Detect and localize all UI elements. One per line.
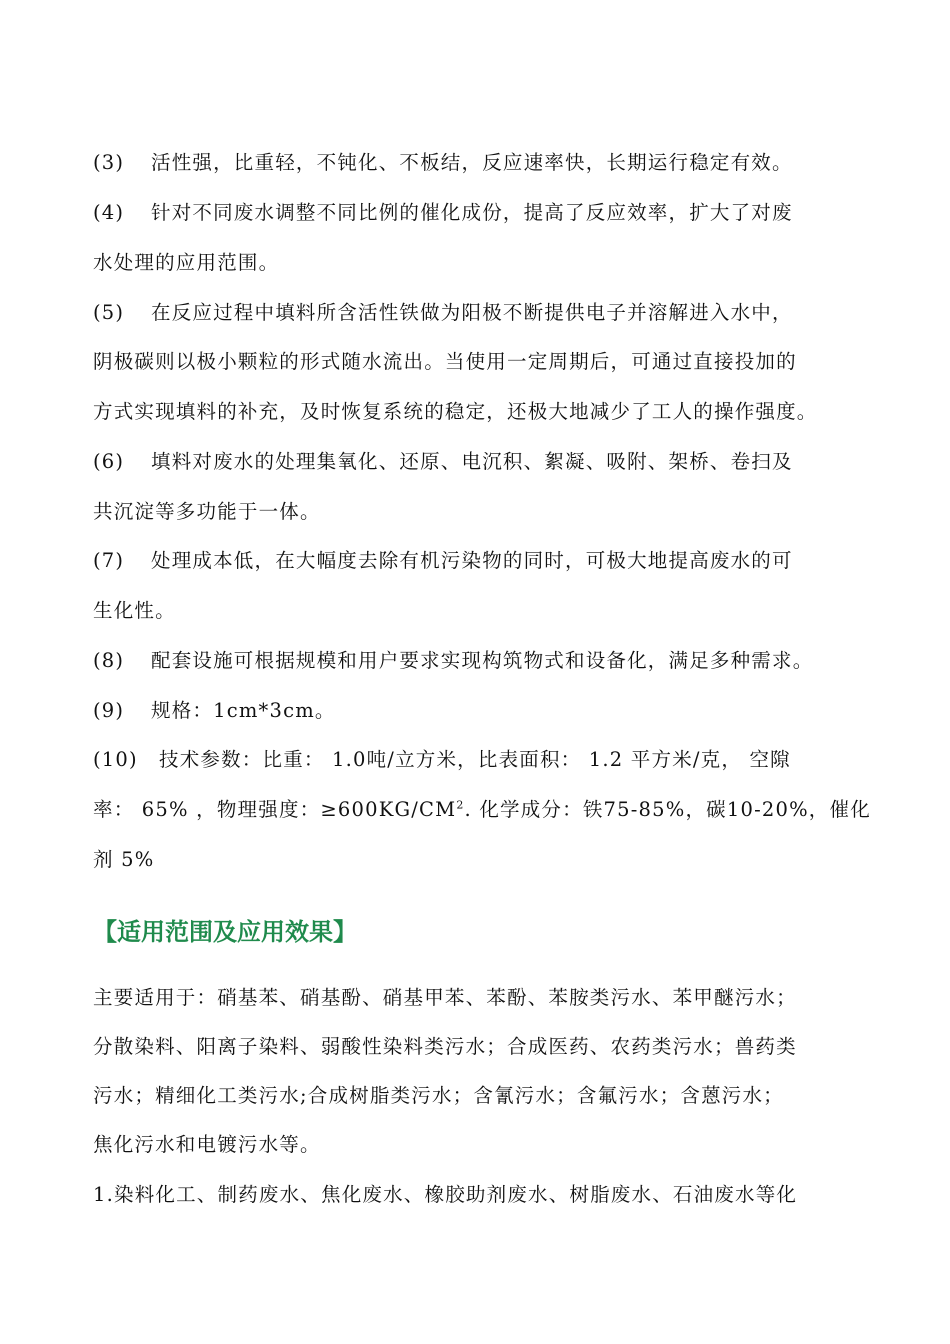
- paragraph-line: 主要适用于：硝基苯、硝基酚、硝基甲苯、苯酚、苯胺类污水、苯甲醚污水；: [93, 986, 797, 1009]
- item-text: 针对不同废水调整不同比例的催化成份，提高了反应效率，扩大了对废: [151, 201, 793, 224]
- item-number: (7): [93, 549, 125, 572]
- item-7-line-1: [93, 546, 873, 576]
- item-5-line-2: 阴极碳则以极小颗粒的形式随水流出。当使用一定周期后，可通过直接投加的: [93, 350, 797, 373]
- item-7-line-2: 生化性。: [93, 599, 176, 622]
- item-4-line-1: [93, 198, 873, 228]
- item-text: 处理成本低，在大幅度去除有机污染物的同时，可极大地提高废水的可: [151, 549, 793, 572]
- item-3: [93, 148, 873, 178]
- item-text: 技术参数：比重： 1.0吨/立方米，比表面积： 1.2 平方米/克， 空隙: [159, 748, 791, 771]
- paragraph-line: 焦化污水和电镀污水等。: [93, 1133, 321, 1156]
- item-text: 活性强，比重轻，不钝化、不板结，反应速率快，长期运行稳定有效。: [151, 151, 793, 174]
- section-heading: 【适用范围及应用效果】: [93, 918, 357, 946]
- item-6-line-2: 共沉淀等多功能于一体。: [93, 500, 321, 523]
- item-number: (5): [93, 301, 125, 324]
- item-6-line-1: [93, 447, 873, 477]
- item-5-line-3: 方式实现填料的补充，及时恢复系统的稳定，还极大地减少了工人的操作强度。: [93, 400, 818, 423]
- item-4-line-2: 水处理的应用范围。: [93, 251, 280, 274]
- paragraph-line: 污水；精细化工类污水;合成树脂类污水；含氰污水；含氟污水；含蒽污水；: [93, 1084, 784, 1107]
- item-number: (4): [93, 201, 125, 224]
- item-number: (6): [93, 450, 125, 473]
- item-10-line-2: [93, 795, 873, 825]
- superscript: 2: [456, 798, 465, 812]
- item-text: 规格：1cm*3cm。: [151, 699, 336, 722]
- item-9: [93, 696, 873, 726]
- item-8: [93, 646, 873, 676]
- item-text: 在反应过程中填料所含活性铁做为阳极不断提供电子并溶解进入水中，: [151, 301, 793, 324]
- item-text: 率： 65% ，物理强度：≥600KG/CM: [93, 798, 457, 821]
- item-10-line-3: 剂 5%: [93, 848, 155, 871]
- item-number: (9): [93, 699, 125, 722]
- item-text: 配套设施可根据规模和用户要求实现构筑物式和设备化，满足多种需求。: [151, 649, 814, 672]
- item-number: (8): [93, 649, 125, 672]
- item-text: 填料对废水的处理集氧化、还原、电沉积、絮凝、吸附、架桥、卷扫及: [151, 450, 793, 473]
- item-number: (10): [93, 748, 138, 771]
- item-5-line-1: [93, 298, 873, 328]
- item-10-line-1: [93, 745, 873, 775]
- item-text: . 化学成分：铁75-85%，碳10-20%，催化: [464, 798, 871, 821]
- paragraph-line: 1.染料化工、制药废水、焦化废水、橡胶助剂废水、树脂废水、石油废水等化: [93, 1183, 798, 1206]
- paragraph-line: 分散染料、阳离子染料、弱酸性染料类污水；合成医药、农药类污水；兽药类: [93, 1035, 797, 1058]
- item-number: (3): [93, 151, 125, 174]
